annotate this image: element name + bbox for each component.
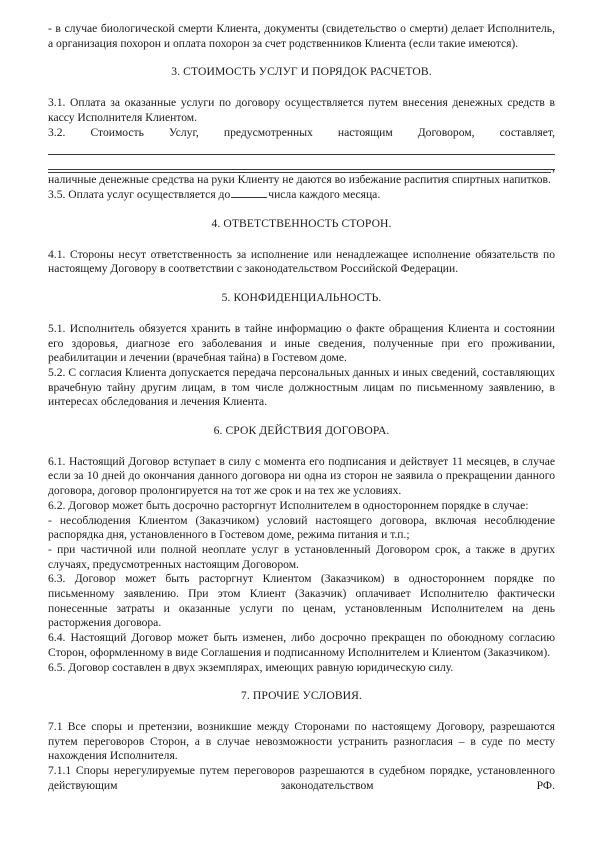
clause-6-3-paragraph: 6.3. Договор может быть расторгнут Клиентом (Заказчиком) в одностороннем порядке по письменному заявлению. При этом Клиент (Заказчик) оплачивает Исполнителю фактически понесенные затраты и оказанные услуги по ценам, установленным Исполнителем на день расторжения договора. [48,572,555,630]
fill-in-blank-line-2[interactable] [48,158,555,173]
spacer [48,51,555,65]
spacer [48,80,555,96]
section-6-heading: 6. СРОК ДЕЙСТВИЯ ДОГОВОРА. [213,424,390,438]
blank-line-trailing-comma: , [552,160,555,174]
section-4-heading: 4. ОТВЕТСТВЕННОСТЬ СТОРОН. [211,217,392,230]
clause-3-2-paragraph: 3.2. Стоимость Услуг, предусмотренных настоящим Договором, составляет, [48,125,555,139]
clause-6-4-paragraph: 6.4. Настоящий Договор может быть изменен, либо досрочно прекращен по обоюдному согласию Сторон, оформленному в виде Соглашения и подписанному Исполнителем и Клиентом (Заказчиком). [48,631,555,659]
spacer [48,277,555,291]
clause-5-2-paragraph: 5.2. С согласия Клиента допускается передача персональных данных и иных сведений, составляющих врачебную тайну другим лицам, в том числе должностным лицам по письменному заявлению, в интересах обследования и лечения Клиента. [48,365,555,409]
clause-3-5-text-before: 3.5. Оплата услуг осуществляется до [48,188,231,202]
clause-6-2-item-2: - при частичной или полной неоплате услуг в установленный Договором срок, а также в других случаях, предусмотренных настоящим Договором. [48,542,555,571]
spacer [48,410,555,424]
clause-4-1-paragraph: 4.1. Стороны несут ответственность за исполнение или ненадлежащее исполнение обязательств по настоящему Договору в соответствии с законодательством Российской Федерации. [48,247,555,276]
clause-5-1-paragraph: 5.1. Исполнитель обязуется хранить в тайне информацию о факте обращения Клиента и состоянии его здоровья, диагнозе его заболевания и иные сведения, полученные при его проживании, реабилитации и лечении (врачебная тайна) в Гостевом доме. [48,321,555,365]
clause-6-1-paragraph: 6.1. Настоящий Договор вступает в силу с момента его подписания и действует 11 месяцев, в случае если за 10 дней до окончания данного договора ни одна из сторон не заявила о прекращении данного договора, договор пролонгируется на тот же срок и на тех же условиях. [48,454,555,498]
clause-3-5-paragraph [48,187,555,203]
spacer [48,203,555,217]
clause-3-1-paragraph: 3.1. Оплата за оказанные услуги по договору осуществляется путем внесения денежных средств в кассу Исполнителя Клиентом. [48,96,555,124]
spacer [48,439,555,455]
section-3-heading: 3. СТОИМОСТЬ УСЛУГ И ПОРЯДОК РАСЧЕТОВ. [171,65,432,79]
spacer [48,704,555,720]
clause-3-5-text-after: числа каждого месяца. [268,188,381,202]
section-7-heading: 7. ПРОЧИЕ УСЛОВИЯ. [241,689,362,703]
spacer [48,675,555,689]
blank-rule-line[interactable] [48,161,551,173]
clause-3-2-continuation-paragraph: наличные денежные средства на руки Клиенту не даются во избежание распития спиртных напитков. [48,172,551,186]
clause-6-2-paragraph: 6.2. Договор может быть досрочно расторгнут Исполнителем в одностороннем порядке в случае: [48,498,529,512]
clause-7-1-paragraph: 7.1 Все споры и претензии, возникшие между Сторонами по настоящему Договору, разрешаются путем переговоров Сторон, а в случае невозможности устранить разногласия – в суде по месту нахождения Исполнителя. [48,719,555,763]
fill-in-blank-day-of-month[interactable] [231,187,267,198]
spacer [48,232,555,248]
spacer [48,306,555,322]
section-5-heading: 5. КОНФИДЕНЦИАЛЬНОСТЬ. [221,291,382,305]
intro-clause-paragraph: - в случае биологической смерти Клиента, документы (свидетельство о смерти) делает Исполнитель, а организация похорон и оплата похорон за счет родственников Клиента (если такие имеются). [48,22,555,50]
fill-in-blank-line-1[interactable] [48,143,555,158]
clause-6-5-paragraph: 6.5. Договор составлен в двух экземплярах, имеющих равную юридическую силу. [48,660,454,674]
clause-7-1-1-paragraph: 7.1.1 Споры нерегулируемые путем переговоров разрешаются в судебном порядке, установленного действующим законодательством РФ. [48,764,555,792]
document-body [48,22,555,794]
clause-6-2-item-1: - несоблюдения Клиентом (Заказчиком) условий настоящего договора, включая несоблюдение распорядка дня, установленного в Гостевом доме, режима питания и т.п.; [48,513,555,542]
